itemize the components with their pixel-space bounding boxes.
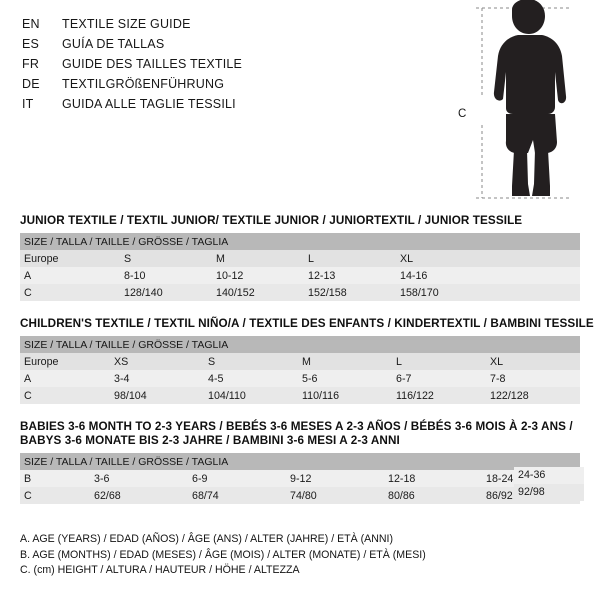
cell-a-l: 12-13 xyxy=(304,267,396,284)
row-label-c: C xyxy=(20,487,90,504)
table-header-row xyxy=(20,453,580,470)
column-s: S xyxy=(120,250,212,267)
column-s: S xyxy=(204,353,298,370)
cell-c-xl: 158/170 xyxy=(396,284,488,301)
cell-c-xs: 98/104 xyxy=(110,387,204,404)
size-header-label: SIZE / TALLA / TAILLE / GRÖSSE / TAGLIA xyxy=(20,453,580,470)
cell-c-3: 74/80 xyxy=(286,487,384,504)
cell-empty xyxy=(488,284,580,301)
column-l: L xyxy=(392,353,486,370)
language-row-de xyxy=(22,74,442,94)
row-label-a: A xyxy=(20,370,110,387)
column-m: M xyxy=(212,250,304,267)
cell-c-s: 104/110 xyxy=(204,387,298,404)
row-label-c: C xyxy=(20,387,110,404)
section-babies-textile xyxy=(20,420,580,504)
language-row-it xyxy=(22,94,442,114)
cell-c-1: 62/68 xyxy=(90,487,188,504)
measure-label-c: C xyxy=(458,108,467,120)
footnote-c: C. (cm) HEIGHT / ALTURA / HAUTEUR / HÖHE / ALTEZZA xyxy=(20,564,300,576)
size-header-label: SIZE / TALLA / TAILLE / GRÖSSE / TAGLIA xyxy=(20,336,580,353)
section-title-junior: JUNIOR TEXTILE / TEXTIL JUNIOR/ TEXTILE JUNIOR / JUNIORTEXTIL / JUNIOR TESSILE xyxy=(20,214,523,227)
table-column-row xyxy=(20,353,580,370)
language-code-en: EN xyxy=(22,17,40,31)
cell-b-5: 18-24 xyxy=(482,470,580,487)
cell-a-m: 5-6 xyxy=(298,370,392,387)
cell-b-2: 6-9 xyxy=(188,470,286,487)
cell-c-6: 92/98 xyxy=(514,484,584,501)
cell-c-s: 128/140 xyxy=(120,284,212,301)
cell-c-l: 152/158 xyxy=(304,284,396,301)
cell-a-xl: 14-16 xyxy=(396,267,488,284)
size-table-junior xyxy=(20,233,580,301)
column-europe: Europe xyxy=(20,250,120,267)
table-row xyxy=(20,487,580,504)
language-code-fr: FR xyxy=(22,57,40,71)
child-silhouette-icon xyxy=(440,0,600,205)
row-label-b: B xyxy=(20,470,90,487)
measurement-figure xyxy=(440,0,600,205)
babies-last-column xyxy=(514,467,584,501)
size-table-babies xyxy=(20,453,580,504)
language-text-en: TEXTILE SIZE GUIDE xyxy=(62,17,191,31)
column-empty xyxy=(488,250,580,267)
cell-c-2: 68/74 xyxy=(188,487,286,504)
table-row xyxy=(20,267,580,284)
cell-b-4: 12-18 xyxy=(384,470,482,487)
language-code-de: DE xyxy=(22,77,40,91)
cell-c-m: 110/116 xyxy=(298,387,392,404)
section-title-children: CHILDREN'S TEXTILE / TEXTIL NIÑO/A / TEXTILE DES ENFANTS / KINDERTEXTIL / BAMBINI TESSILE xyxy=(20,317,594,330)
footnotes-block xyxy=(20,532,580,579)
language-code-es: ES xyxy=(22,37,40,51)
table-header-row xyxy=(20,233,580,250)
size-header-label: SIZE / TALLA / TAILLE / GRÖSSE / TAGLIA xyxy=(20,233,580,250)
language-text-es: GUÍA DE TALLAS xyxy=(62,37,165,51)
language-text-de: TEXTILGRÖßENFÜHRUNG xyxy=(62,77,225,91)
language-row-fr xyxy=(22,54,442,74)
language-text-fr: GUIDE DES TAILLES TEXTILE xyxy=(62,57,243,71)
cell-a-s: 4-5 xyxy=(204,370,298,387)
cell-empty xyxy=(488,267,580,284)
table-row xyxy=(20,470,580,487)
cell-c-m: 140/152 xyxy=(212,284,304,301)
section-title-babies: BABIES 3-6 MONTH TO 2-3 YEARS / BEBÉS 3-6 MESES A 2-3 AÑOS / BÉBÉS 3-6 MOIS À 2-3 ANS / BABYS 3-6 MONATE BIS 2-3 JAHRE / BAMBINI 3-6 MESI A 2-3 ANNI xyxy=(20,420,573,447)
cell-b-1: 3-6 xyxy=(90,470,188,487)
table-header-row xyxy=(20,336,580,353)
cell-a-xs: 3-4 xyxy=(110,370,204,387)
language-text-it: GUIDA ALLE TAGLIE TESSILI xyxy=(62,97,236,111)
language-header-list xyxy=(22,14,442,114)
cell-b-6: 24-36 xyxy=(514,467,584,484)
language-row-es xyxy=(22,34,442,54)
cell-a-m: 10-12 xyxy=(212,267,304,284)
table-row xyxy=(20,284,580,301)
column-xs: XS xyxy=(110,353,204,370)
size-table-children xyxy=(20,336,580,404)
language-row-en xyxy=(22,14,442,34)
cell-a-xl: 7-8 xyxy=(486,370,580,387)
table-row xyxy=(20,387,580,404)
footnote-b: B. AGE (MONTHS) / EDAD (MESES) / ÂGE (MOIS) / ALTER (MONATE) / ETÀ (MESI) xyxy=(20,548,426,561)
section-children-textile xyxy=(20,317,594,404)
column-xl: XL xyxy=(396,250,488,267)
footnote-a: A. AGE (YEARS) / EDAD (AÑOS) / ÂGE (ANS) / ALTER (JAHRE) / ETÀ (ANNI) xyxy=(20,533,393,545)
column-l: L xyxy=(304,250,396,267)
section-junior-textile xyxy=(20,214,580,301)
cell-c-xl: 122/128 xyxy=(486,387,580,404)
cell-a-l: 6-7 xyxy=(392,370,486,387)
cell-c-4: 80/86 xyxy=(384,487,482,504)
column-m: M xyxy=(298,353,392,370)
cell-c-5: 86/92 xyxy=(482,487,580,504)
cell-b-3: 9-12 xyxy=(286,470,384,487)
column-xl: XL xyxy=(486,353,580,370)
column-europe: Europe xyxy=(20,353,110,370)
row-label-a: A xyxy=(20,267,120,284)
language-code-it: IT xyxy=(22,97,34,111)
table-column-row xyxy=(20,250,580,267)
cell-a-s: 8-10 xyxy=(120,267,212,284)
cell-c-l: 116/122 xyxy=(392,387,486,404)
row-label-c: C xyxy=(20,284,120,301)
table-row xyxy=(20,370,580,387)
silhouette-body xyxy=(494,0,566,196)
